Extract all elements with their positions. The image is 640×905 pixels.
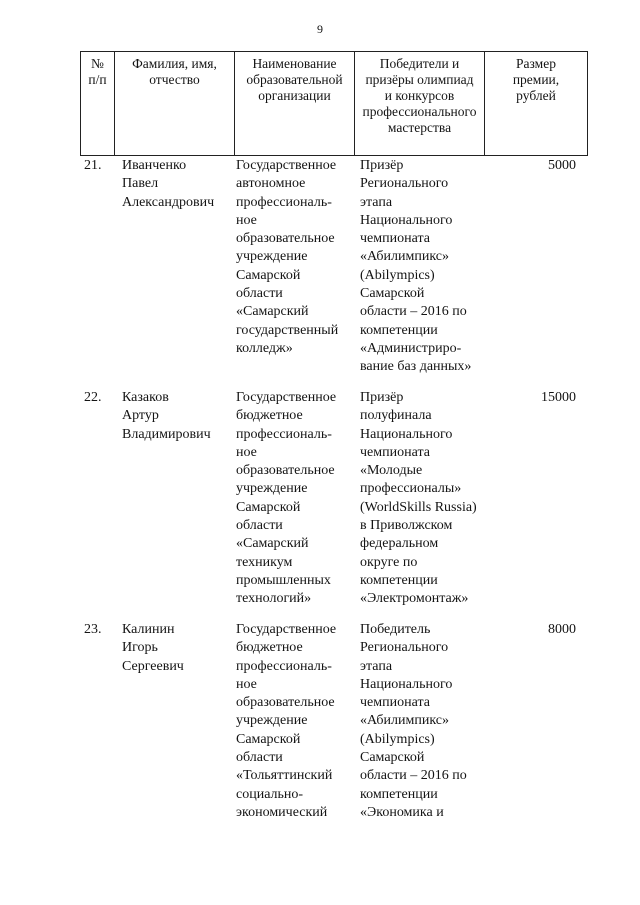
page-number: 9	[317, 22, 323, 36]
table-header	[80, 51, 588, 156]
organization: Государственное бюджетное профессиональ- ное образовательное учреждение Самарской области «Самарский техникум промышленных технологий»	[236, 390, 337, 607]
table-row	[80, 157, 588, 389]
header-organization: Наименование образовательной организации	[235, 52, 355, 155]
person-name: Казаков Артур Владимирович	[122, 390, 211, 442]
organization: Государственное бюджетное профессиональ- ное образовательное учреждение Самарской области «Тольяттинский социально- экономический	[236, 622, 337, 820]
prize-amount: 5000	[548, 158, 576, 173]
prize-amount: 15000	[541, 390, 576, 405]
header-name: Фамилия, имя, отчество	[115, 52, 235, 155]
achievement: Призёр полуфинала Национального чемпионата «Молодые профессионалы» (WorldSkills Russia) в Приволжском федеральном округе по компетенции «Электромонтаж»	[360, 390, 477, 607]
row-number: 21.	[84, 158, 102, 173]
header-winners: Победители и призёры олимпиад и конкурсов профессионального мастерства	[355, 52, 485, 155]
person-name: Иванченко Павел Александрович	[122, 158, 215, 210]
organization: Государственное автономное профессиональ- ное образовательное учреждение Самарской области «Самарский государственный колледж»	[236, 158, 339, 356]
row-number: 22.	[84, 390, 102, 405]
achievement: Призёр Регионального этапа Национального чемпионата «Абилимпикс» (Abilympics) Самарской области – 2016 по компетенции «Администриро- вание баз данных»	[360, 158, 472, 375]
prize-amount: 8000	[548, 622, 576, 637]
header-number: № п/п	[81, 52, 115, 155]
person-name: Калинин Игорь Сергеевич	[122, 622, 184, 674]
awards-table	[80, 51, 588, 841]
table-row	[80, 621, 588, 841]
header-prize: Размер премии, рублей	[512, 56, 560, 103]
row-number: 23.	[84, 622, 102, 637]
achievement: Победитель Регионального этапа Национального чемпионата «Абилимпикс» (Abilympics) Самарской области – 2016 по компетенции «Экономика и	[360, 622, 467, 820]
table-row	[80, 389, 588, 621]
